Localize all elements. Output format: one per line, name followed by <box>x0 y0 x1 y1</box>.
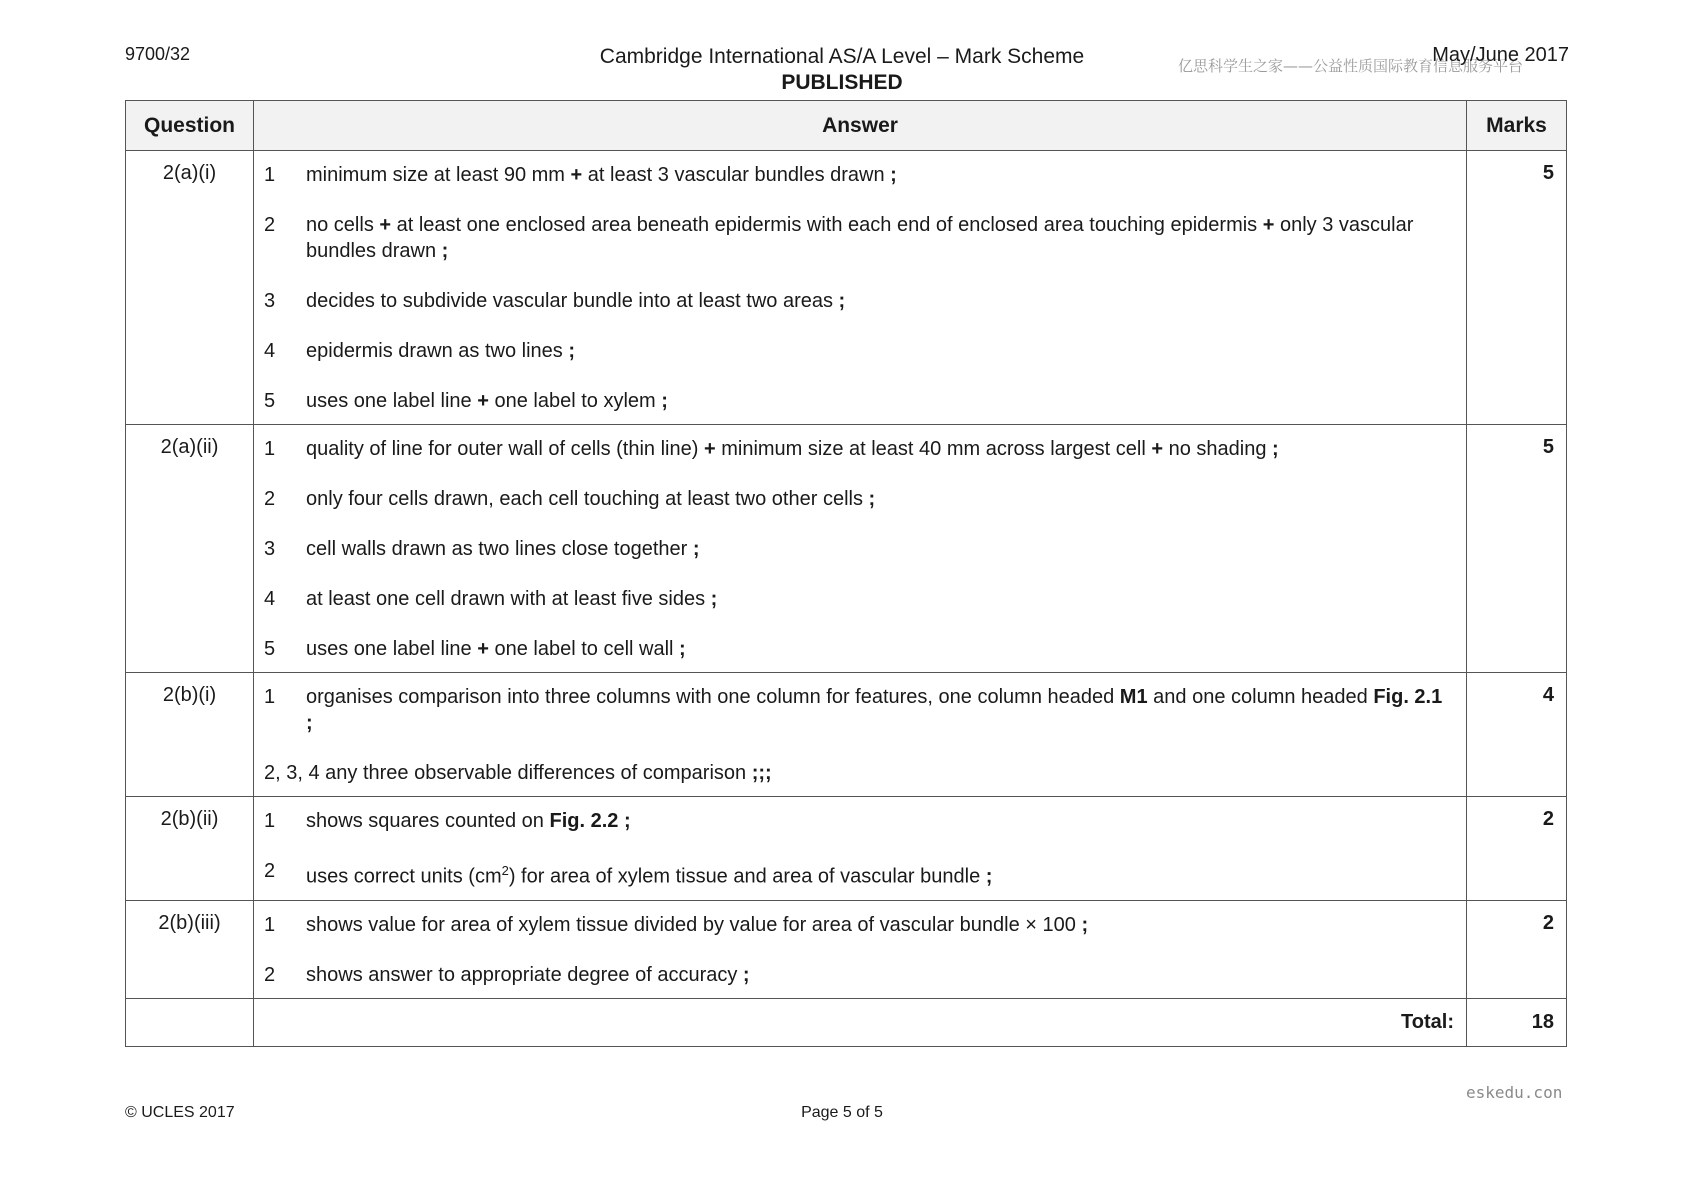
text-run: only four cells drawn, each cell touching at least two other cells <box>306 488 869 510</box>
text-run: decides to subdivide vascular bundle into at least two areas <box>306 290 839 312</box>
total-row <box>126 998 1567 1046</box>
bold-text: ; <box>1272 438 1279 460</box>
superscript-text: 2 <box>501 863 509 878</box>
answer-point <box>264 536 1454 562</box>
text-run: one label to xylem <box>488 390 662 412</box>
title-text: Cambridge International AS/A Level – Mark Scheme <box>599 45 1085 68</box>
table-body <box>126 151 1567 1047</box>
point-text <box>306 486 1454 512</box>
bold-text: ; <box>661 390 668 412</box>
point-text <box>306 338 1454 364</box>
point-number: 4 <box>264 588 276 610</box>
table-row <box>126 425 1567 673</box>
marks-cell: 4 <box>1467 673 1567 797</box>
bold-text: ; <box>623 810 631 832</box>
marks-cell: 5 <box>1467 425 1567 673</box>
answer-cell <box>254 151 1467 425</box>
point-text <box>306 436 1454 462</box>
total-value: 18 <box>1467 998 1567 1046</box>
footer-watermark: eskedu.con <box>1466 1083 1563 1102</box>
answer-point <box>264 808 1454 834</box>
point-number: 1 <box>264 164 276 186</box>
point-number: 2 <box>264 488 276 510</box>
bold-text: ; <box>679 638 686 660</box>
text-run: at least one enclosed area beneath epidermis with each end of enclosed area touching epidermis <box>391 214 1263 236</box>
bold-text: ; <box>838 290 846 312</box>
published-label: PUBLISHED <box>781 71 903 94</box>
point-text <box>306 684 1454 736</box>
bold-text: + <box>1262 214 1275 236</box>
answer-point <box>264 486 1454 512</box>
answer-header: Answer <box>254 101 1467 151</box>
text-run: epidermis drawn as two lines <box>306 340 569 362</box>
table-header-row <box>126 101 1567 151</box>
point-number: 3 <box>264 538 276 560</box>
bold-text: ; <box>568 340 576 362</box>
mark-scheme-table <box>125 100 1567 1047</box>
text-run: no shading <box>1163 438 1273 460</box>
copyright: © UCLES 2017 <box>125 1104 235 1121</box>
point-text <box>306 962 1454 988</box>
watermark-text: 亿思科学生之家——公益性质国际教育信息服务平台 <box>1178 57 1524 75</box>
point-number: 1 <box>264 686 276 708</box>
point-number: 2 <box>264 860 276 882</box>
text-run: no cells <box>306 214 380 236</box>
text-run: 2, 3, 4 any three observable differences of comparison <box>264 762 752 784</box>
point-text <box>306 388 1454 414</box>
point-text <box>306 212 1454 264</box>
answer-point <box>264 436 1454 462</box>
bold-text: Fig. 2.2 <box>549 810 619 832</box>
point-text <box>306 912 1454 938</box>
point-number: 2 <box>264 214 276 236</box>
bold-text: ; <box>890 164 897 186</box>
bold-text: ; <box>710 588 718 610</box>
exam-session: May/June 2017 <box>1432 44 1569 66</box>
answer-point <box>264 288 1454 314</box>
text-run: quality of line for outer wall of cells (thin line) <box>306 438 704 460</box>
answer-point <box>264 162 1454 188</box>
bold-text: + <box>477 390 489 412</box>
point-number: 1 <box>264 810 276 832</box>
answer-point <box>264 760 1454 786</box>
text-run: at least one cell drawn with at least five sides <box>306 588 711 610</box>
text-run: shows squares counted on <box>306 810 550 832</box>
bold-text: ; <box>692 538 700 560</box>
point-text <box>306 536 1454 562</box>
bold-text: ; <box>306 712 313 734</box>
answer-cell <box>254 797 1467 901</box>
point-text <box>306 288 1454 314</box>
question-header: Question <box>126 101 254 151</box>
question-cell: 2(b)(ii) <box>126 797 254 901</box>
bold-text: + <box>703 438 716 460</box>
bold-text: + <box>570 164 583 186</box>
bold-text: M1 <box>1119 686 1148 708</box>
question-cell: 2(b)(i) <box>126 673 254 797</box>
table-row <box>126 797 1567 901</box>
answer-cell <box>254 425 1467 673</box>
answer-cell <box>254 673 1467 797</box>
text-run: only 3 vascular bundles drawn <box>306 214 1414 262</box>
answer-point <box>264 912 1454 938</box>
text-run: at least 3 vascular bundles drawn <box>582 164 891 186</box>
text-run: uses correct units (cm <box>306 865 502 888</box>
text-run: minimum size at least 40 mm across largest cell <box>715 438 1152 460</box>
answer-point <box>264 684 1454 736</box>
answer-point <box>264 636 1454 662</box>
text-run: shows answer to appropriate degree of accuracy <box>306 963 743 986</box>
document-code: 9700/32 <box>125 44 191 64</box>
answer-cell <box>254 900 1467 998</box>
point-number: 1 <box>264 913 276 936</box>
bold-text: + <box>477 638 489 660</box>
text-run: minimum size at least 90 mm <box>306 164 571 186</box>
marks-cell: 5 <box>1467 151 1567 425</box>
text-run: uses one label line <box>306 638 478 660</box>
answer-point <box>264 858 1454 890</box>
table-row <box>126 900 1567 998</box>
bold-text: ; <box>1081 913 1089 936</box>
point-text <box>306 808 1454 834</box>
answer-point <box>264 338 1454 364</box>
marks-header: Marks <box>1467 101 1567 151</box>
marks-cell: 2 <box>1467 797 1567 901</box>
bold-text: ; <box>985 865 993 888</box>
table-row <box>126 151 1567 425</box>
bold-text: ;;; <box>751 762 772 784</box>
point-text <box>306 858 1454 890</box>
point-number: 3 <box>264 290 276 312</box>
text-run: shows value for area of xylem tissue divided by value for area of vascular bundle × 100 <box>306 913 1082 936</box>
page-number: Page 5 of 5 <box>801 1104 883 1121</box>
answer-point <box>264 212 1454 264</box>
total-label: Total: <box>254 998 1467 1046</box>
bold-text: ; <box>742 963 750 986</box>
text-run: one label to cell wall <box>488 638 680 660</box>
point-number: 5 <box>264 638 276 660</box>
marks-cell: 2 <box>1467 900 1567 998</box>
text-run: cell walls drawn as two lines close together <box>306 538 693 560</box>
question-cell: 2(a)(ii) <box>126 425 254 673</box>
table-row <box>126 673 1567 797</box>
point-number: 5 <box>264 390 276 412</box>
bold-text: Fig. 2.1 <box>1373 686 1443 708</box>
bold-text: ; <box>441 240 449 262</box>
answer-point <box>264 962 1454 988</box>
text-run: uses one label line <box>306 390 478 412</box>
text-run: organises comparison into three columns with one column for features, one column headed <box>306 686 1120 708</box>
answer-point <box>264 586 1454 612</box>
point-number: 1 <box>264 438 276 460</box>
point-text <box>306 162 1454 188</box>
question-cell: 2(a)(i) <box>126 151 254 425</box>
point-number: 4 <box>264 340 276 362</box>
text-run: and one column headed <box>1147 686 1374 708</box>
point-number: 2 <box>264 963 276 986</box>
text-run: ) for area of xylem tissue and area of vascular bundle <box>508 865 986 888</box>
answer-point <box>264 388 1454 414</box>
bold-text: + <box>379 214 392 236</box>
bold-text: + <box>1151 438 1164 460</box>
point-text <box>306 636 1454 662</box>
point-text <box>306 586 1454 612</box>
question-cell: 2(b)(iii) <box>126 900 254 998</box>
total-empty-cell <box>126 998 254 1046</box>
bold-text: ; <box>868 488 876 510</box>
point-text <box>264 760 1454 786</box>
